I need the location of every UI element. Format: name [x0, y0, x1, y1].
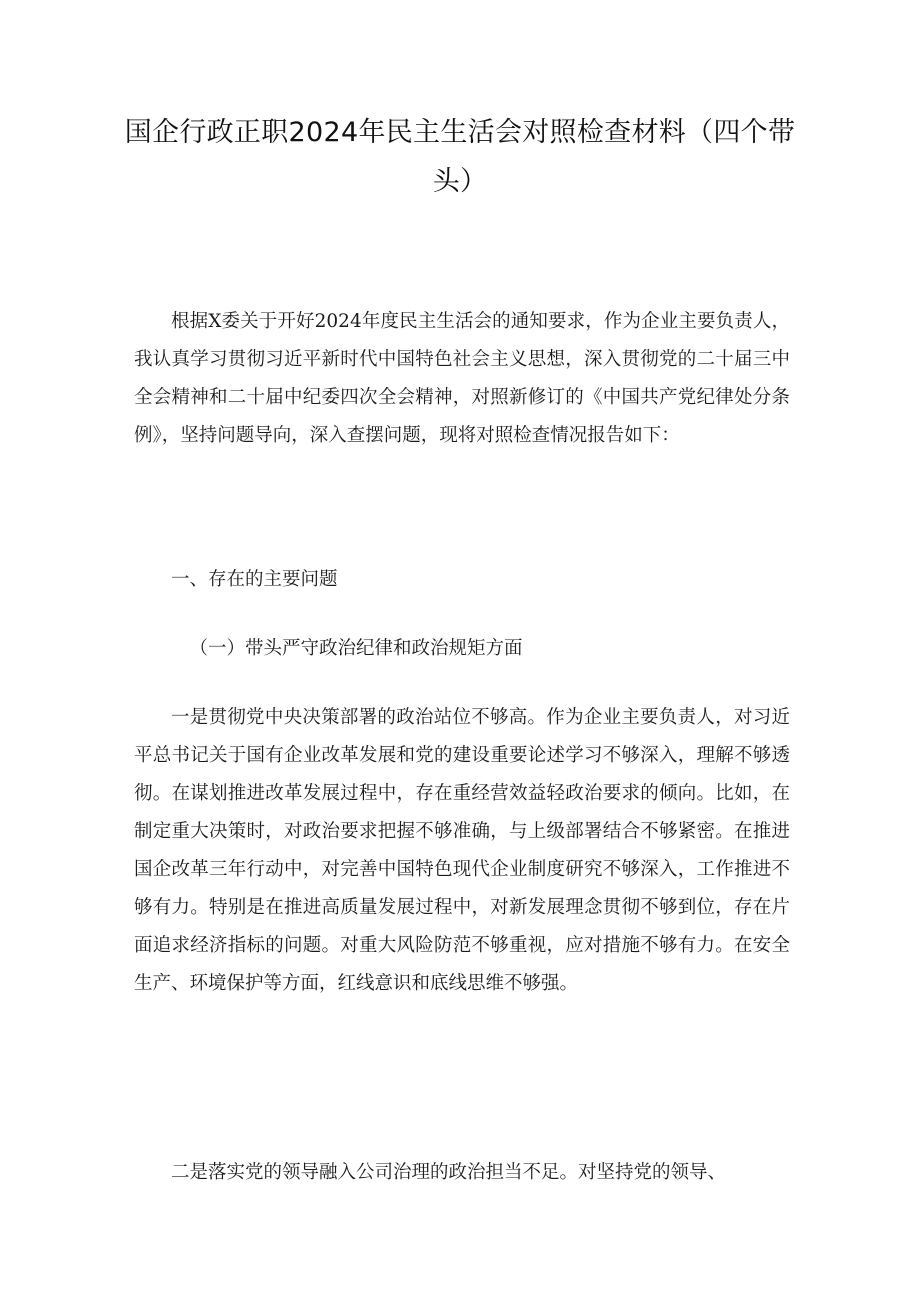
document-title: 国企行政正职2024年民主生活会对照检查材料（四个带头）	[124, 117, 796, 197]
subsection-heading-political-discipline: （一）带头严守政治纪律和政治规矩方面	[189, 638, 523, 659]
section-heading-problems: 一、存在的主要问题	[171, 569, 338, 590]
intro-paragraph: 根据X委关于开好2024年度民主生活会的通知要求，作为企业主要负责人，我认真学习贯彻习近平新时代中国特色社会主义思想，深入贯彻党的二十届三中全会精神和二十届中纪委四次全会精神，对照新修订的《中国共产党纪律处分条例》，坚持问题导向，深入查摆问题，现将对照检查情况报告如下：	[134, 311, 790, 446]
paragraph-one: 一是贯彻党中央决策部署的政治站位不够高。作为企业主要负责人，对习近平总书记关于国有企业改革发展和党的建设重要论述学习不够深入，理解不够透彻。在谋划推进改革发展过程中，存在重经营效益轻政治要求的倾向。比如，在制定重大决策时，对政治要求把握不够准确，与上级部署结合不够紧密。在推进国企改革三年行动中，对完善中国特色现代企业制度研究不够深入，工作推进不够有力。特别是在推进高质量发展过程中，对新发展理念贯彻不够到位，存在片面追求经济指标的问题。对重大风险防范不够重视，应对措施不够有力。在安全生产、环境保护等方面，红线意识和底线思维不够强。	[134, 707, 790, 994]
paragraph-two: 二是落实党的领导融入公司治理的政治担当不足。对坚持党的领导、	[171, 1162, 727, 1183]
